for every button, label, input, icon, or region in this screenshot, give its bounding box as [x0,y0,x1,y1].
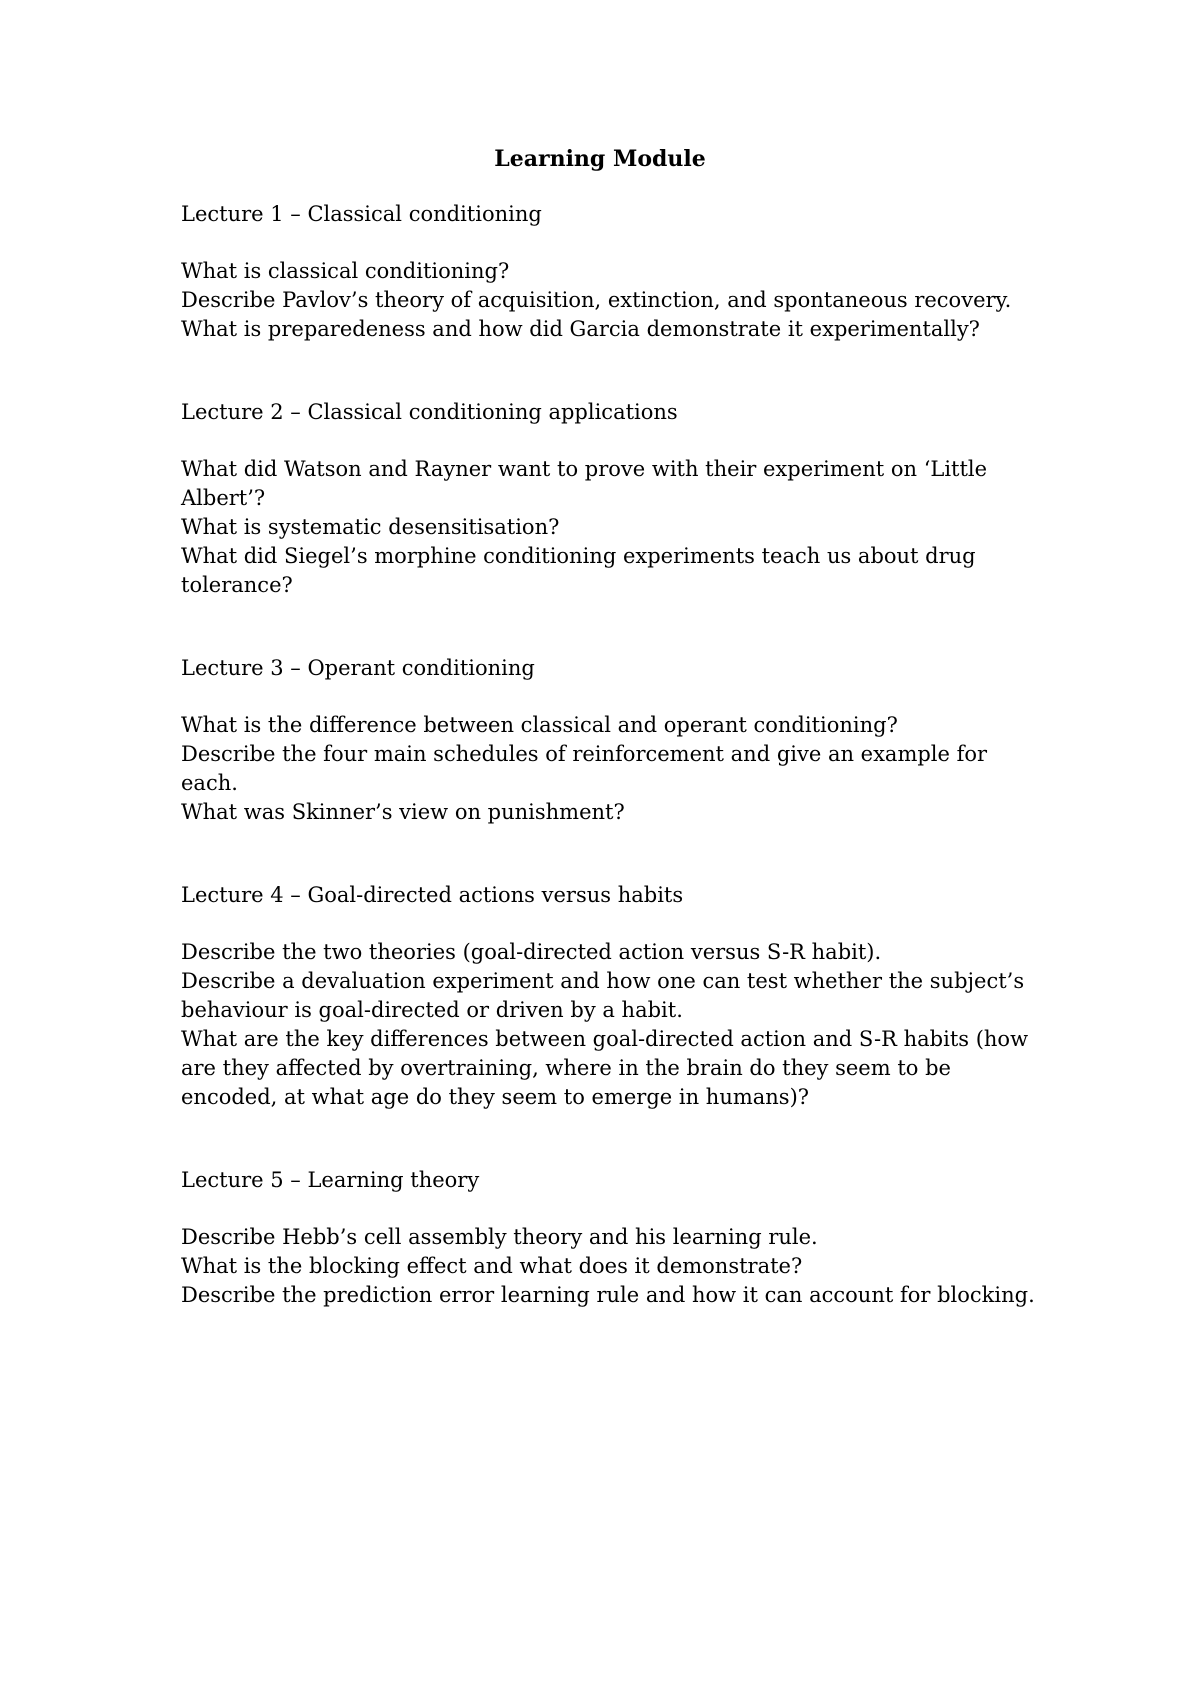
question: What is systematic desensitisation? [181,515,560,539]
question: What is classical conditioning? [181,259,510,283]
question: What is the difference between classical and operant conditioning? [181,713,898,737]
question: Describe the prediction error learning rule and how it can account for blocking. [181,1283,1035,1307]
question: What is preparedeness and how did Garcia demonstrate it experimentally? [181,317,980,341]
question: Describe Hebb’s cell assembly theory and his learning rule. [181,1225,818,1249]
lecture-heading: Lecture 4 – Goal-directed actions versus habits [181,883,684,907]
question: Describe Pavlov’s theory of acquisition, extinction, and spontaneous recovery. [181,288,1012,312]
document-title: Learning Module [494,146,706,172]
question: What was Skinner’s view on punishment? [181,800,625,824]
lecture-5 [181,1166,1041,1310]
question: What is the blocking effect and what does it demonstrate? [181,1254,803,1278]
lecture-heading: Lecture 5 – Learning theory [181,1168,480,1192]
lecture-heading: Lecture 1 – Classical conditioning [181,202,542,226]
question: Describe the four main schedules of reinforcement and give an example for each. [181,742,988,795]
lecture-3 [181,654,1041,827]
question: What are the key differences between goal-directed action and S-R habits (how are they affected by overtraining, where in the brain do they seem to be encoded, at what age do they seem to emerge in humans)? [181,1027,1029,1109]
question: Describe a devaluation experiment and how one can test whether the subject’s behaviour is goal-directed or driven by a habit. [181,969,1025,1022]
question: What did Siegel’s morphine conditioning experiments teach us about drug tolerance? [181,544,976,597]
lecture-heading: Lecture 3 – Operant conditioning [181,656,535,680]
lecture-1 [181,200,1041,344]
question: What did Watson and Rayner want to prove with their experiment on ‘Little Albert’? [181,457,988,510]
question: Describe the two theories (goal-directed action versus S-R habit). [181,940,882,964]
lecture-heading: Lecture 2 – Classical conditioning applications [181,400,678,424]
lecture-4 [181,881,1041,1112]
document-content [181,200,1041,1310]
lecture-2 [181,398,1041,600]
